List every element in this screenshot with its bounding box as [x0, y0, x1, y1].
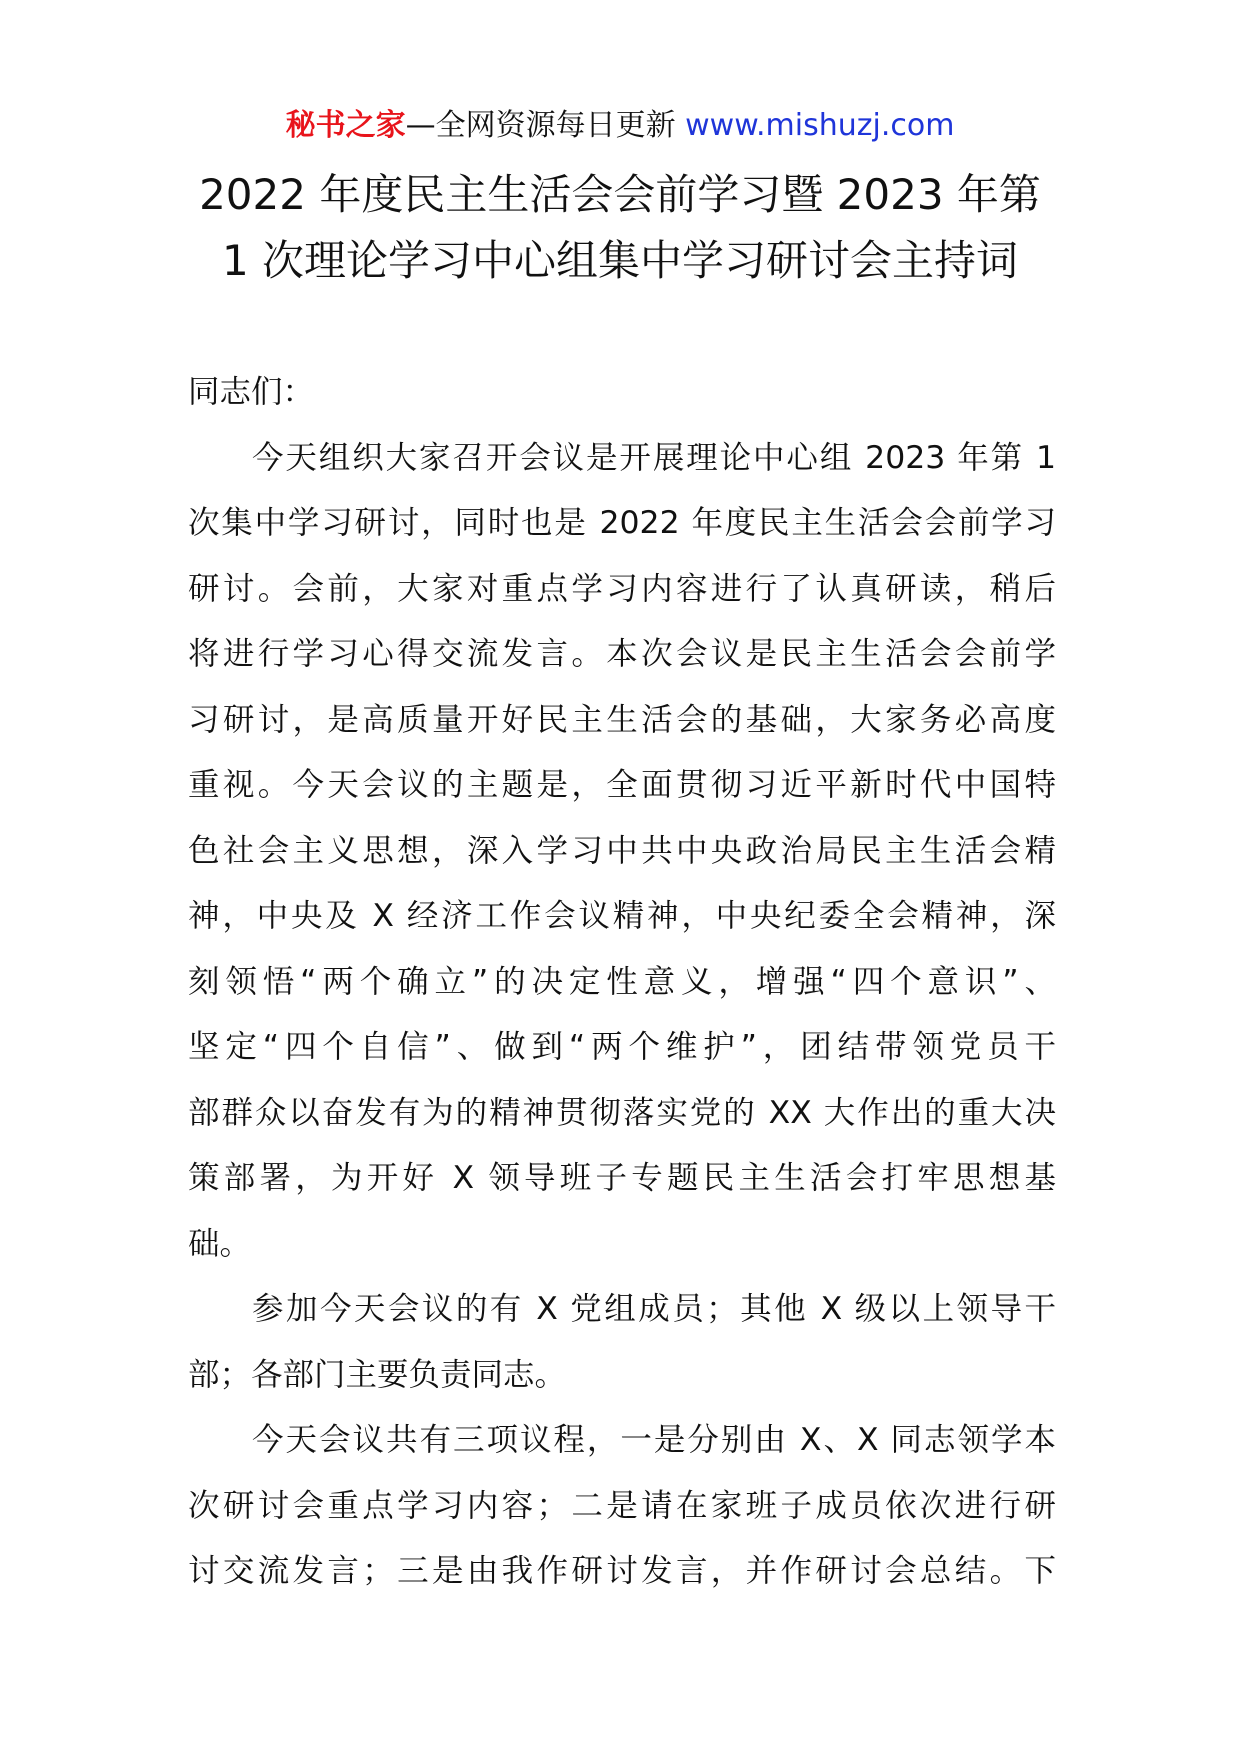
paragraph-line: 讨交流发言；三是由我作研讨发言，并作研讨会总结。下 — [188, 1553, 1056, 1589]
paragraph-line: 策部署，为开好 X 领导班子专题民主生活会打牢思想基 — [188, 1160, 1056, 1196]
paragraph-line: 习研讨，是高质量开好民主生活会的基础，大家务必高度 — [188, 701, 1056, 738]
salutation: 同志们： — [188, 374, 315, 410]
title-line-2: 1 次理论学习中心组集中学习研讨会主持词 — [221, 236, 1019, 285]
paragraph-line: 今天会议共有三项议程，一是分别由 X、X 同志领学本 — [252, 1422, 1056, 1458]
paragraph-line: 参加今天会议的有 X 党组成员；其他 X 级以上领导干 — [252, 1291, 1056, 1327]
paragraph-line: 坚定“四个自信”、做到“两个维护”，团结带领党员干 — [188, 1029, 1056, 1065]
paragraph-line: 将进行学习心得交流发言。本次会议是民主生活会会前学 — [188, 636, 1056, 672]
site-header — [0, 104, 1240, 148]
paragraph-line: 础。 — [188, 1225, 252, 1262]
paragraph-line: 神，中央及 X 经济工作会议精神，中央纪委全会精神，深 — [188, 898, 1056, 934]
paragraph-line: 色社会主义思想，深入学习中共中央政治局民主生活会精 — [188, 832, 1056, 869]
paragraph-line: 今天组织大家召开会议是开展理论中心组 2023 年第 1 — [252, 439, 1056, 476]
paragraph-line: 次集中学习研讨，同时也是 2022 年度民主生活会会前学习 — [188, 505, 1056, 541]
paragraph-attendees — [188, 1277, 1056, 1408]
paragraph-line: 重视。今天会议的主题是，全面贯彻习近平新时代中国特 — [188, 767, 1056, 803]
paragraph-agenda — [188, 1408, 1056, 1605]
paragraph-line: 刻领悟“两个确立”的决定性意义，增强“四个意识”、 — [188, 963, 1056, 1000]
title-line-1: 2022 年度民主生活会会前学习暨 2023 年第 — [199, 170, 1041, 219]
header-tagline: —全网资源每日更新 — [405, 108, 676, 143]
paragraph-line: 次研讨会重点学习内容；二是请在家班子成员依次进行研 — [188, 1487, 1056, 1524]
paragraph-line: 部群众以奋发有为的精神贯彻落实党的 XX 大作出的重大决 — [188, 1094, 1056, 1131]
paragraph-opening — [188, 426, 1056, 1278]
paragraph-line: 部；各部门主要负责同志。 — [188, 1356, 567, 1393]
site-url-link[interactable]: www.mishuzj.com — [685, 108, 955, 143]
paragraph-line: 研讨。会前，大家对重点学习内容进行了认真研读，稍后 — [188, 570, 1056, 607]
brand-name: 秘书之家 — [285, 108, 406, 143]
document-title — [150, 162, 1090, 294]
document-body — [188, 360, 1056, 1605]
